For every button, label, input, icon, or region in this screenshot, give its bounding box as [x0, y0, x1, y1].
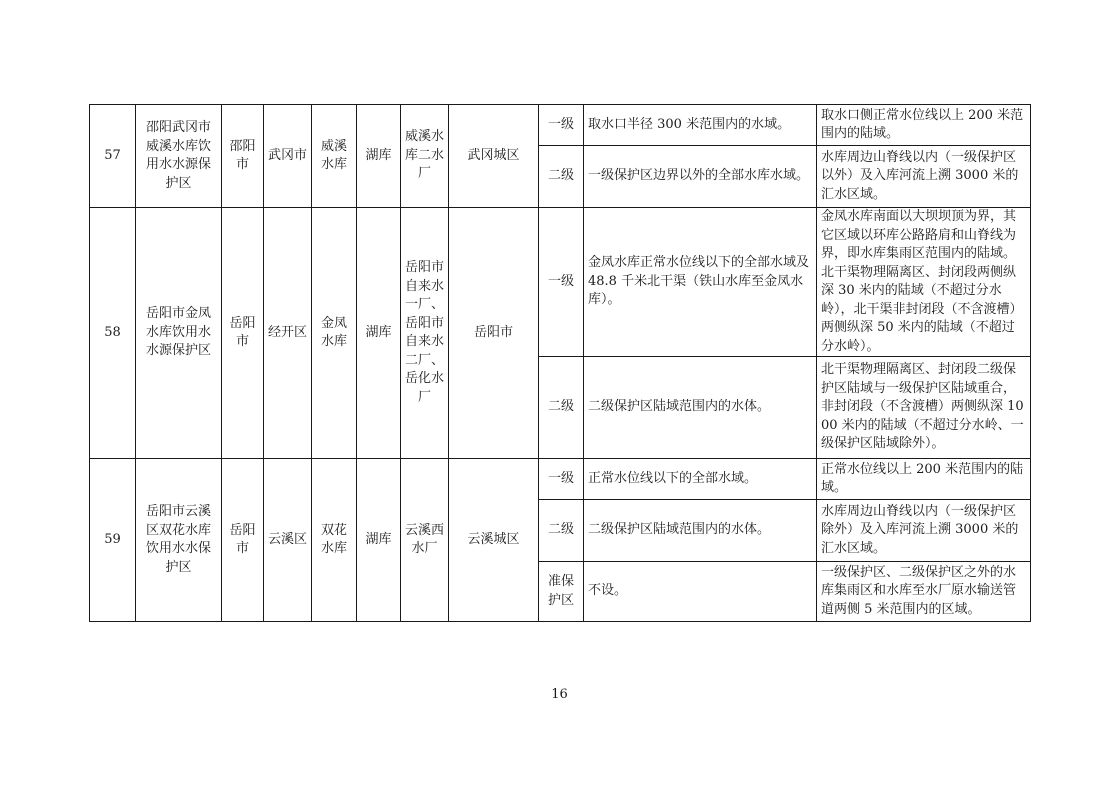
water-area-range: 二级保护区陆域范围内的水体。 — [584, 500, 817, 562]
land-area-range: 取水口侧正常水位线以上 200 米范围内的陆域。 — [817, 105, 1031, 146]
county-cell: 武冈市 — [264, 105, 312, 208]
water-source-cell: 双花水库 — [312, 459, 357, 622]
source-type-cell: 湖库 — [357, 105, 401, 208]
service-area-cell: 岳阳市 — [449, 208, 539, 459]
row-number: 58 — [90, 208, 136, 459]
water-area-range: 二级保护区陆域范围内的水体。 — [584, 357, 817, 459]
water-source-protection-table — [89, 104, 1031, 622]
water-plant-cell: 岳阳市自来水一厂、岳阳市自来水二厂、岳化水厂 — [401, 208, 449, 459]
protection-level: 二级 — [539, 500, 584, 562]
page-sheet — [89, 104, 1030, 622]
water-area-range: 正常水位线以下的全部水域。 — [584, 459, 817, 500]
page-number: 16 — [551, 687, 568, 702]
table-row — [90, 208, 1031, 357]
county-cell: 经开区 — [264, 208, 312, 459]
protection-level: 二级 — [539, 146, 584, 208]
table-row — [90, 459, 1031, 500]
service-area-cell: 武冈城区 — [449, 105, 539, 208]
protection-level: 二级 — [539, 357, 584, 459]
protection-area-name: 岳阳市金凤水库饮用水水源保护区 — [136, 208, 222, 459]
land-area-range: 一级保护区、二级保护区之外的水库集雨区和水库至水厂原水输送管道两侧 5 米范围内的区域。 — [817, 562, 1031, 622]
city-cell: 邵阳市 — [222, 105, 264, 208]
protection-level: 一级 — [539, 105, 584, 146]
city-cell: 岳阳市 — [222, 459, 264, 622]
row-number: 57 — [90, 105, 136, 208]
water-area-range: 金凤水库正常水位线以下的全部水域及 48.8 千米北干渠（铁山水库至金凤水库）。 — [584, 208, 817, 357]
protection-level: 准保护区 — [539, 562, 584, 622]
protection-level: 一级 — [539, 208, 584, 357]
land-area-range: 北干渠物理隔离区、封闭段二级保护区陆域与一级保护区陆域重合，非封闭段（不含渡槽）两侧纵深 1000 米内的陆域（不超过分水岭、一级保护区陆域除外）。 — [817, 357, 1031, 459]
water-source-cell: 威溪水库 — [312, 105, 357, 208]
protection-area-name: 岳阳市云溪区双花水库饮用水水保护区 — [136, 459, 222, 622]
protection-area-name: 邵阳武冈市威溪水库饮用水水源保护区 — [136, 105, 222, 208]
row-number: 59 — [90, 459, 136, 622]
water-source-cell: 金凤水库 — [312, 208, 357, 459]
land-area-range: 水库周边山脊线以内（一级保护区以外）及入库河流上溯 3000 米的汇水区域。 — [817, 146, 1031, 208]
protection-level: 一级 — [539, 459, 584, 500]
water-plant-cell: 云溪西水厂 — [401, 459, 449, 622]
water-area-range: 一级保护区边界以外的全部水库水域。 — [584, 146, 817, 208]
source-type-cell: 湖库 — [357, 208, 401, 459]
land-area-range: 正常水位线以上 200 米范围内的陆域。 — [817, 459, 1031, 500]
land-area-range: 金凤水库南面以大坝坝顶为界，其它区域以环库公路路肩和山脊线为界，即水库集雨区范围内的陆域。北干渠物理隔离区、封闭段两侧纵深 30 米内的陆域（不超过分水岭），北干渠非封闭段（不含渡槽）两侧纵深 50 米内的陆域（不超过分水岭）。 — [817, 208, 1031, 357]
water-area-range: 取水口半径 300 米范围内的水域。 — [584, 105, 817, 146]
county-cell: 云溪区 — [264, 459, 312, 622]
city-cell: 岳阳市 — [222, 208, 264, 459]
table-row — [90, 105, 1031, 146]
land-area-range: 水库周边山脊线以内（一级保护区除外）及入库河流上溯 3000 米的汇水区域。 — [817, 500, 1031, 562]
source-type-cell: 湖库 — [357, 459, 401, 622]
water-plant-cell: 威溪水库二水厂 — [401, 105, 449, 208]
service-area-cell: 云溪城区 — [449, 459, 539, 622]
water-area-range: 不设。 — [584, 562, 817, 622]
